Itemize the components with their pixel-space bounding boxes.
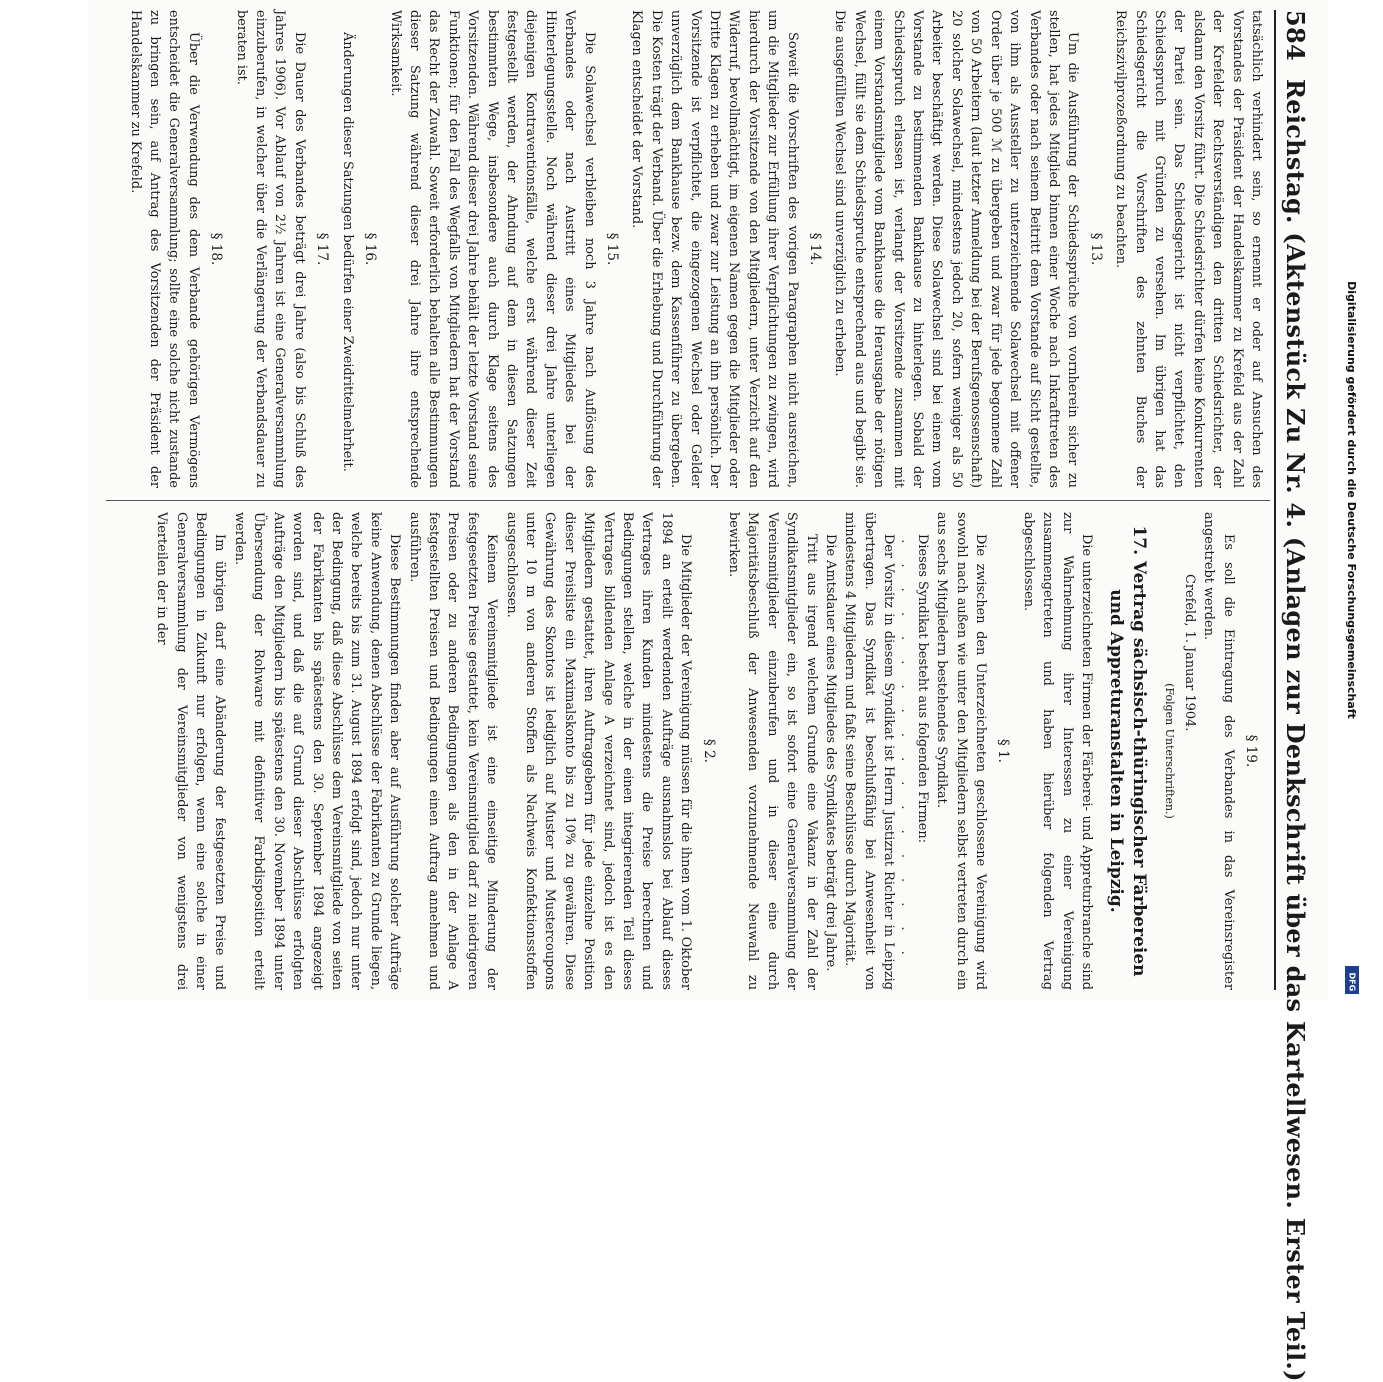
paragraph: Diese Bestimmungen finden aber auf Ausführung solcher Aufträge keine Anwendung, denen Abschlüsse der Fabrikanten zu Grunde liegen, welche bereits bis zum 31. August 1894 erfolgt sind, jedoch nur unter der Bedingung, daß diese Abschlüsse dem Vereinsmitgliede von seiten der Fabrikanten bis spätestens den 30. September 1894 angezeigt worden sind, und daß die auf Grund dieser Abschlüsse erfolgten Aufträge den Mitgliedern bis spätestens den 30. November 1894 unter Übersendung der Rohware mit definitiver Farbdisposition erteilt werden.	[231, 512, 403, 990]
document-title: 17. Vertrag sächsisch-thüringischer Färbereien und Appreturanstalten in Leipzig.	[1105, 525, 1149, 977]
dfg-logo-text: DFG	[1347, 972, 1357, 992]
rotated-document-page	[88, 0, 1328, 1382]
paragraph: Um die Ausführung der Schiedssprüche von vornherein sicher zu stellen, hat jedes Mitglied binnen einer Woche nach Inkrafttreten des Verbandes oder nach seinem Beitritt dem Vorstande auf Sicht gestellte, von ihm als Aussteller zu unterzeichnende Solawechsel mit offener Order über je 500 ℳ zu übergeben und zwar für jede begonnene Zahl von 50 Arbeitern (laut letzter Anmeldung bei der Berufsgenossenschaft) 20 solcher Solawechsel, mindestens jedoch 20, sofern weniger als 50 Arbeiter beschäftigt werden. Diese Solawechsel sind bei einem vom Vorstande zu bestimmenden Bankhause zu hinterlegen. Sobald der Schiedsspruch erlassen ist, verlangt der Vorsitzende zusammen mit einem Vorstandsmitgliede vom Bankhause die Herausgabe der nötigen Wechsel, füllt sie dem Schiedsspruche entsprechend aus und begibt sie. Die ausgefüllten Wechsel sind unverzüglich zu erheben.	[832, 10, 1081, 488]
paragraph: Die zwischen den Unterzeichneten geschlossene Vereinigung wird sowohl nach außen wie unter den Mitgliedern selbst vertreten durch ein aus sechs Mitgliedern bestehendes Syndikat.	[934, 512, 988, 990]
paragraph: Die Dauer des Verbandes beträgt drei Jahre (also bis Schluß des Jahres 1906). Vor Ablauf von 2½ Jahren ist eine Generalversammlung einzuberufen, in welcher über die Verlängerung der Verbandsdauer zu beraten ist.	[233, 10, 307, 488]
section-heading: § 13.	[1087, 232, 1104, 266]
section-heading: § 16.	[362, 232, 379, 266]
header-rule	[1274, 10, 1276, 990]
paragraph: Es soll die Eintragung des Verbandes in das Vereinsregister angestrebt werden.	[1201, 512, 1236, 990]
funding-credit: Digitalisierung gefördert durch die Deutsche Forschungsgemeinschaft	[1345, 281, 1358, 719]
signature-note: (Folgen Unterschriften.)	[1163, 683, 1177, 819]
paragraph: Die Solawechsel verbleiben noch 3 Jahre nach Auflösung des Verbandes oder nach Austritt eines Mitgliedes bei der Hinterlegungsstelle. Noch während dieser drei Jahre unterliegen diejenigen Kontraventionsfälle, welche erst während dieser Zeit festgestellt werden, der Ahndung auf dem in diesen Satzungen bestimmten Wege, insbesondere auch durch Klage seitens des Vorsitzenden. Während dieser drei Jahre behält der letzte Vorstand seine Funktionen; für den Fall des Wegfalls von Mitgliedern hat der Vorstand das Recht der Zuwahl. Soweit erforderlich behalten alle Bestimmungen dieser Satzung während dieser drei Jahre ihre entsprechende Wirksamkeit.	[387, 10, 597, 488]
section-heading: § 14.	[807, 232, 824, 266]
left-column	[125, 10, 1266, 488]
place-date: Crefeld, 1. Januar 1904.	[1181, 574, 1197, 732]
paragraph: Änderungen dieser Satzungen bedürfen einer Zweidrittelmehrheit.	[339, 32, 355, 472]
paragraph: Dieses Syndikat besteht aus folgenden Firmen:	[914, 534, 930, 844]
page-number: 584	[1281, 10, 1311, 61]
column-divider	[106, 500, 1270, 501]
section-heading: § 15.	[604, 232, 620, 266]
right-column	[152, 512, 1266, 990]
section-heading: § 2.	[700, 739, 717, 763]
paragraph: Über die Verwendung des dem Verbande gehörigen Vermögens entscheidet die Generalversammlung; sollte eine solche nicht zustande zu bringen sein, auf Antrag des Vorsitzenden der Präsident der Handelskammer zu Krefeld.	[127, 10, 201, 488]
paragraph: Die Amtsdauer eines Mitgliedes des Syndikates beträgt drei Jahre.	[823, 534, 839, 972]
paragraph: Tritt aus irgend welchem Grunde eine Vakanz in der Zahl der Syndikatsmitglieder ein, so ist sofort eine Generalversammlung der Vereinsmitglieder einzuberufen und in dieser eine durch Majoritätsbeschluß der Anwesenden vorzunehmende Neuwahl zu bewirken.	[726, 512, 819, 990]
paragraph: Die unterzeichneten Firmen der Färberei- und Appreturbranche sind zur Wahrnehmung ihrer Interessen zu einer Vereinigung zusammengetreten und haben hierüber folgenden Vertrag abgeschlossen.	[1020, 512, 1094, 990]
paragraph: Soweit die Vorschriften des vorigen Paragraphen nicht ausreichen, um die Mitglieder zur Erfüllung ihrer Verpflichtungen zu zwingen, wird hierdurch der Vorsitzende von den Mitgliedern, unter Verzicht auf den Widerruf, bevollmächtigt, im eigenen Namen gegen die Mitglieder oder Dritte Klagen zu erheben und zwar zur Leistung an ihn persönlich. Der Vorsitzende ist verpflichtet, die eingezogenen Wechsel oder Gelder unverzüglich dem Bankhause bezw. dem Kassenführer zu übergeben. Die Kosten trägt der Verband. Über die Erhebung und Durchführung der Klagen entscheidet der Vorstand.	[629, 10, 800, 488]
running-title: Reichstag. (Aktenstück Zu Nr. 4. (Anlagen zur Denkschrift über das Kartellwesen. Erster Teil.)	[1281, 79, 1311, 1382]
section-heading: § 18.	[208, 232, 225, 266]
paragraph: Die Mitglieder der Vereinigung müssen für die ihnen vom 1. Oktober 1894 an erteilt werdenden Aufträge ausnahmslos bei Ablauf dieses Vertrages ihren Kunden mindestens die Preise berechnen und Bedingungen stellen, welche in der einen integrierenden Teil dieses Vertrages bildenden Anlage A verzeichnet sind, jedoch ist es den Mitgliedern gestattet, ihren Auftraggebern für jede einzelne Position dieser Preisliste ein Maximalskonto bis zu 10% zu gewähren. Diese Gewährung des Skontos ist lediglich auf Muster und Mustercoupons unter 10 m von anderen Stoffen als Nachweis Konfektionsstoffen ausgeschlossen.	[503, 512, 694, 990]
dfg-logo	[1345, 966, 1359, 994]
page-header	[1278, 10, 1314, 1382]
paragraph: Der Vorsitz in diesem Syndikat ist Herrn Justizrat Richter in Leipzig übertragen. Das Syndikat ist beschlußfähig bei Anwesenheit von mindestens 4 Mitgliedern und faßt seine Beschlüsse durch Majorität.	[842, 512, 897, 990]
paragraph: Keinem Vereinsmitgliede ist eine einseitige Minderung der festgesetzten Preise gestattet, kein Vereinsmitglied darf zu niedrigeren Preisen oder zu anderen Bedingungen als den in der Anlage A festgestellten Preisen und Bedingungen einen Auftrag annehmen und ausführen.	[406, 512, 500, 990]
paragraph: Im übrigen darf eine Abänderung der festgesetzten Preise und Bedingungen in Zukunft nur erfolgen, wenn eine solche in einer Generalversammlung der Vereinsmitglieder von wenigstens drei Vierteilen der in der	[154, 512, 228, 990]
funding-credit-sidebar	[1341, 0, 1361, 1000]
section-heading: § 19.	[1243, 734, 1259, 768]
section-heading: § 17.	[314, 232, 331, 266]
omission-dots: . . . . . . . . . . . . . . . . . .	[898, 539, 914, 963]
section-heading: § 1.	[995, 739, 1012, 763]
paragraph: tatsächlich verhindert sein, so ernennt er oder auf Ansuchen des Vorstandes der Präsident der Handelskammer zu Krefeld aus der Zahl der Krefelder Rechtsverständigen den dritten Schiedsrichter, der alsdann den Vorsitz führt. Die Schiedsrichter dürfen keine Konkurrenten der Partei sein. Das Schiedsgericht ist nicht verpflichtet, den Schiedsspruch mit Gründen zu versehen. Im übrigen hat das Schiedsgericht die Vorschriften des zehnten Buches der Reichszivilprozeßordnung zu beachten.	[1113, 10, 1264, 488]
